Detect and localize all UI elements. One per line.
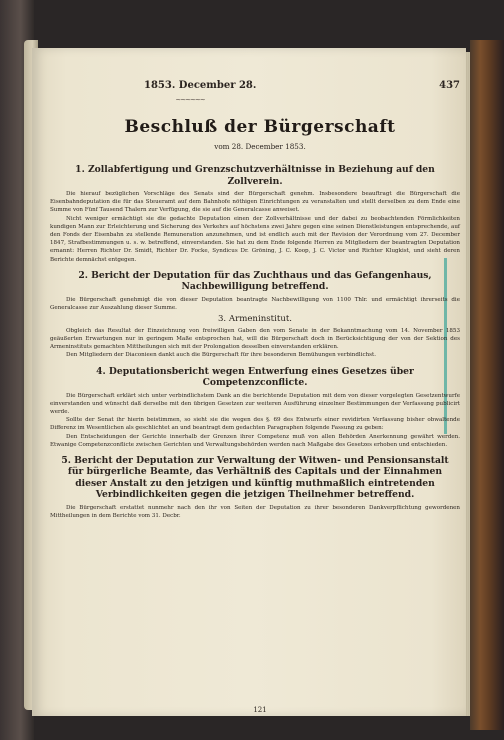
section-heading: 1. Zollabfertigung und Grenzschutzverhältnisse in Beziehung auf den Zollverein. (75, 164, 435, 187)
section-heading: 5. Bericht der Deputation zur Verwaltung der Witwen- und Pensionsanstalt für bürgerliche Beamte, das Verhältniß des Capitals und der Einnahmen dieser Anstalt zu den jetzigen und künftig muthmaßlich eintretenden Verbindlichkeiten gegen die jetzigen Theilnehmer betreffend. (61, 454, 449, 501)
document-body (50, 158, 460, 520)
paragraph: Obgleich das Resultat der Einzeichnung von freiwilligen Gaben den vom Senate in der Bekanntmachung vom 14. November 1853 geäußerten Erwartungen nur in geringem Maße entsprochen hat, will die Bürgerschaft doch in Berücksichtigung der von der Sektion des Armeninstituts gemachten Mittheilungen sich mit der Prolongation desselben einverstanden erklären. (50, 327, 460, 351)
paragraph: Den Entscheidungen der Gerichte innerhalb der Grenzen ihrer Competenz muß von allen Behörden Anerkennung gewährt werden. Etwanige Competenzconflicte zwischen Gerichten und Verwaltungsbehörden werden nach Maßgabe des Gesetzes erhoben und entschieden. (50, 433, 460, 448)
section-heading: 2. Bericht der Deputation für das Zuchthaus und das Gefangenhaus, Nachbewilligung betreffend. (78, 269, 432, 293)
running-title: 1853. December 28. (144, 80, 257, 91)
footer-page-number: 121 (253, 706, 267, 714)
paragraph: Die Bürgerschaft erklärt sich unter verbindlichstem Dank an die berichtende Deputation mit dem von dieser vorgelegten Gesetzentwurfe einverstanden und wünscht daß derselbe mit den übrigen Gesetzen zur weiteren Ausführung einzelner Bestimmungen der Verfassung publicirt werde. (50, 392, 460, 415)
paragraph: Die Bürgerschaft erstattet nunmehr nach den ihr von Seiten der Deputation zu ihrer besonderen Dankverpflichtung gewordenen Mittheilungen in dem Berichte vom 31. Decbr. (50, 504, 460, 520)
section-heading: 4. Deputationsbericht wegen Entwerfung eines Gesetzes über Competenzconflicte. (96, 365, 414, 389)
page-number: 437 (439, 80, 460, 91)
book-cover-right (470, 40, 504, 730)
paragraph: Den Mitgliedern der Diaconieen dankt auch die Bürgerschaft für ihre besonderen Bemühungen verbindlichst. (66, 352, 376, 359)
paragraph: Nicht weniger ermächtigt sie die gedachte Deputation einen der Zollverhältnisse und der dabei zu beobachtenden Förmlichkeiten kundigen Mann zur Erleichterung und Sicherung des Verkehrs auf höchstens zwei Jahre gegen eine seinen Dienstleistungen entsprechende, auf den Fonds der Eisenbahn zu stellende Remuneration anzunehmen, und ist endlich auch mit der Revision der Verordnung vom 27. December 1847, Strafbestimmungen u. s. w. betreffend, einverstanden. Sie hat zu dem Ende folgende Herren zu Mitgliedern der beantragten Deputation ernannt: Herren Richter Dr. Smidt, Richter Dr. Focke, Syndicus Dr. Gröning, J. C. Koop, J. C. Victor und Richter Klugkist, und sieht deren Berichte demnächst entgegen. (50, 215, 460, 263)
running-header (60, 80, 460, 96)
page-subtitle: vom 28. December 1853. (214, 142, 306, 151)
section-heading: 3. Armeninstitut. (217, 314, 293, 325)
paragraph: Die Bürgerschaft genehmigt die von dieser Deputation beantragte Nachbewilligung von 1100 Thlr. und ermächtigt ihrerseits die Generalcasse zur Auszahlung dieser Summe. (50, 296, 460, 312)
header-ornament: ~~~~~~ (175, 96, 205, 104)
paragraph: Die hierauf bezüglichen Vorschläge des Senats sind der Bürgerschaft genehm. Insbesondere beauftragt die Bürgerschaft die Eisenbahndeputation die für das Steueramt auf dem Bahnhofe nöthigen Einrichtungen zu veranstalten und stellt derselben zu dem Ende eine Summe von Fünf Tausend Thalern zur Verfügung, die sie auf die Generalcasse anweiset. (50, 191, 460, 214)
page-title: Beschluß der Bürgerschaft (124, 117, 396, 137)
paragraph: Sollte der Senat ihr hierin beistimmen, so sieht sie die wegen des §. 69 des Entwurfs einer revidirten Verfassung bisher obwaltende Differenz im Wesentlichen als geschlichtet an und beantragt dem gedachten Paragraphen folgende Fassung zu geben: (50, 417, 460, 432)
